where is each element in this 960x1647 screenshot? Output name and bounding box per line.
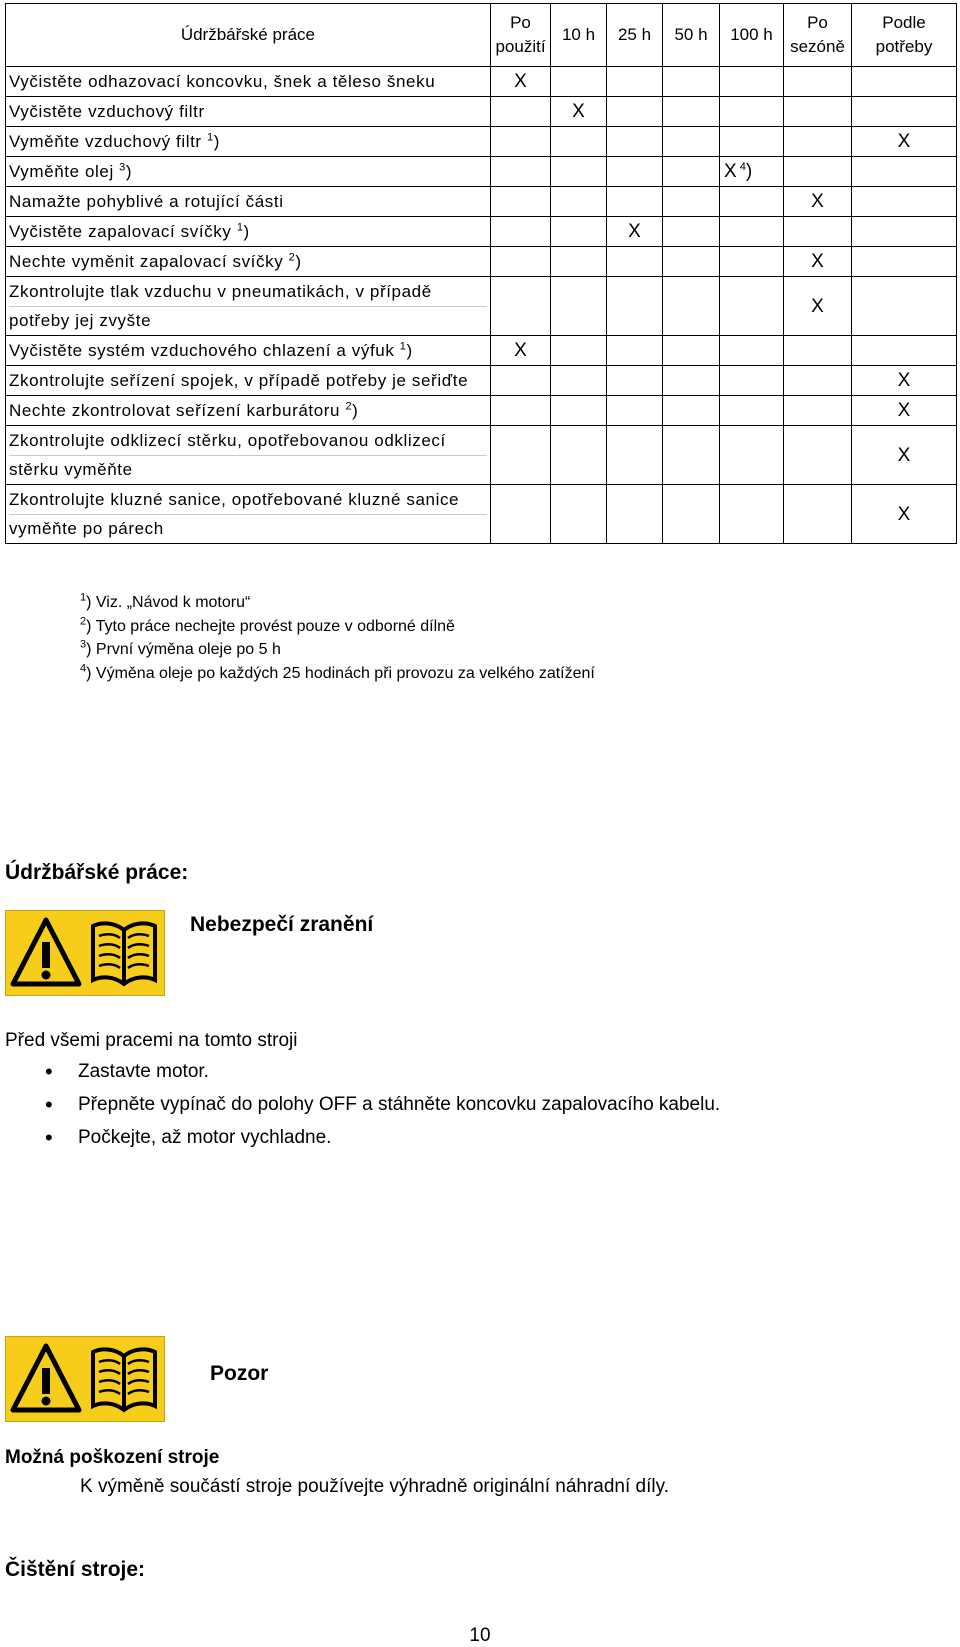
danger-steps-list (45, 1055, 720, 1154)
footnotes (80, 591, 595, 685)
interval-cell-h50 (663, 366, 720, 396)
table-row (6, 157, 957, 187)
interval-mark: X (724, 161, 737, 182)
footnote-number: 3 (80, 638, 87, 651)
interval-cell-h25 (607, 336, 663, 366)
interval-cell-h50 (663, 157, 720, 187)
table-row (6, 247, 957, 277)
interval-cell-as-needed (852, 247, 957, 277)
task-cell (6, 277, 491, 336)
danger-intro: Před všemi pracemi na tomto stroji (5, 1030, 298, 1051)
interval-cell-h100 (720, 396, 784, 426)
footnote-number: 1 (80, 591, 87, 604)
interval-cell-h10 (551, 396, 607, 426)
interval-cell-h25 (607, 187, 663, 217)
interval-mark: X (897, 444, 911, 466)
interval-mark: X (572, 101, 585, 122)
interval-cell-season (784, 217, 852, 247)
interval-cell-season (784, 485, 852, 544)
interval-cell-h10 (551, 127, 607, 157)
task-cell: Nechte vyměnit zapalovací svíčky $^2$) (6, 247, 491, 277)
footnote (80, 662, 595, 686)
task-cell (6, 366, 491, 396)
interval-cell-h50 (663, 187, 720, 217)
interval-cell-h50 (663, 127, 720, 157)
interval-cell-season (784, 67, 852, 97)
interval-cell-h50 (663, 97, 720, 127)
footnote-number: 2 (80, 615, 87, 628)
interval-cell-h100 (720, 485, 784, 544)
task-text: Namažte pohyblivé a rotující části (9, 192, 284, 211)
interval-cell-as-needed (852, 217, 957, 247)
interval-cell-after-use (491, 396, 551, 426)
manual-book-icon (87, 1340, 161, 1418)
footnote-text: ) Viz. „Návod k motoru“ (86, 594, 251, 611)
header-season: Po sezóně (784, 4, 852, 67)
interval-cell-h100 (720, 247, 784, 277)
table-row (6, 336, 957, 366)
interval-cell-h10 (551, 485, 607, 544)
interval-cell-h25 (607, 485, 663, 544)
warning-triangle-icon (9, 1340, 83, 1418)
footnote-ref: 2 (288, 251, 296, 264)
interval-cell-season (784, 127, 852, 157)
task-cell: Vyčistěte systém vzduchového chlazení a výfuk $^1$) (6, 336, 491, 366)
interval-cell-h25 (607, 97, 663, 127)
footnote-ref: 1 (399, 340, 407, 353)
task-text: Vyčistěte vzduchový filtr (9, 102, 205, 121)
interval-cell-after-use (491, 485, 551, 544)
header-25h: 25 h (607, 4, 663, 67)
interval-cell-after-use (491, 217, 551, 247)
footnote-text: ) První výměna oleje po 5 h (86, 641, 281, 658)
task-cell: Nechte zkontrolovat seřízení karburátoru $^2$) (6, 396, 491, 426)
header-10h: 10 h (551, 4, 607, 67)
interval-cell-h100 (720, 67, 784, 97)
interval-cell-as-needed (852, 396, 957, 426)
interval-cell-h50 (663, 277, 720, 336)
interval-cell-h100 (720, 217, 784, 247)
warning-triangle-icon (9, 914, 83, 992)
table-row (6, 485, 957, 544)
interval-cell-h10 (551, 187, 607, 217)
interval-cell-h100: X $^4$) (720, 157, 784, 187)
table-row (6, 127, 957, 157)
footnote-ref: 4 (739, 160, 746, 173)
interval-cell-after-use (491, 97, 551, 127)
task-cell (6, 426, 491, 485)
interval-cell-h25 (607, 277, 663, 336)
caution-subtitle: Možná poškození stroje (5, 1447, 220, 1468)
footnote (80, 615, 595, 639)
footnote-text: ) Výměna oleje po každých 25 hodinách při provozu za velkého zatížení (86, 664, 595, 682)
interval-cell-h50 (663, 247, 720, 277)
task-text: Vyčistěte odhazovací koncovku, šnek a těleso šneku (9, 72, 436, 91)
interval-cell-h50 (663, 426, 720, 485)
table-row (6, 277, 957, 336)
interval-cell-as-needed (852, 426, 957, 485)
table-row (6, 187, 957, 217)
interval-cell-after-use (491, 187, 551, 217)
interval-cell-as-needed (852, 485, 957, 544)
header-50h: 50 h (663, 4, 720, 67)
interval-cell-h10 (551, 157, 607, 187)
interval-mark: X (897, 131, 911, 152)
task-text: Vyměňte vzduchový filtr (9, 132, 202, 151)
interval-cell-h10 (551, 67, 607, 97)
footnote (80, 638, 595, 662)
interval-cell-after-use (491, 426, 551, 485)
interval-cell-after-use (491, 67, 551, 97)
interval-cell-season (784, 426, 852, 485)
task-text: Vyčistěte systém vzduchového chlazení a výfuk (9, 341, 395, 360)
interval-cell-h25 (607, 426, 663, 485)
interval-mark: X (897, 503, 911, 525)
table-row (6, 217, 957, 247)
task-text: Vyměňte olej (9, 162, 114, 181)
maintenance-heading: Údržbářské práce: (5, 861, 189, 884)
header-as-needed: Podle potřeby (852, 4, 957, 67)
task-text: Nechte vyměnit zapalovací svíčky (9, 252, 284, 271)
header-100h: 100 h (720, 4, 784, 67)
table-row (6, 396, 957, 426)
footnote-number: 4 (80, 662, 87, 675)
task-text: Zkontrolujte tlak vzduchu v pneumatikách, v případě (9, 278, 487, 307)
interval-cell-season (784, 247, 852, 277)
interval-cell-as-needed (852, 277, 957, 336)
footnote (80, 591, 595, 615)
interval-cell-h100 (720, 336, 784, 366)
cleaning-heading: Čištění stroje: (5, 1558, 146, 1581)
caution-title: Pozor (210, 1362, 269, 1385)
interval-mark: X (897, 370, 911, 391)
task-text: Zkontrolujte odklizecí stěrku, opotřebovanou odklizecí (9, 427, 487, 456)
interval-cell-h10 (551, 366, 607, 396)
interval-cell-season (784, 97, 852, 127)
interval-cell-season (784, 396, 852, 426)
danger-warning-icons (5, 910, 165, 996)
interval-cell-h50 (663, 67, 720, 97)
maintenance-schedule-table (5, 3, 957, 544)
interval-cell-as-needed (852, 366, 957, 396)
task-cell (6, 187, 491, 217)
interval-cell-h100 (720, 97, 784, 127)
task-cell (6, 67, 491, 97)
task-cell: Vyčistěte zapalovací svíčky $^1$) (6, 217, 491, 247)
interval-cell-as-needed (852, 97, 957, 127)
interval-cell-h10 (551, 97, 607, 127)
table-row (6, 366, 957, 396)
interval-cell-as-needed (852, 127, 957, 157)
interval-cell-season (784, 366, 852, 396)
task-text-line2: vyměňte po párech (9, 518, 164, 538)
danger-title: Nebezpečí zranění (190, 913, 374, 936)
interval-cell-h10 (551, 277, 607, 336)
interval-cell-after-use (491, 277, 551, 336)
interval-cell-after-use (491, 157, 551, 187)
task-text-line2: stěrku vyměňte (9, 459, 133, 479)
footnote-ref: 3 (119, 161, 126, 174)
table-row (6, 426, 957, 485)
interval-cell-h100 (720, 277, 784, 336)
interval-cell-season (784, 157, 852, 187)
interval-cell-h100 (720, 187, 784, 217)
interval-cell-h50 (663, 485, 720, 544)
interval-mark: X (514, 340, 527, 361)
interval-cell-h10 (551, 217, 607, 247)
interval-cell-season (784, 336, 852, 366)
interval-mark: X (811, 295, 824, 317)
list-item: • Počkejte, až motor vychladne. (45, 1121, 720, 1154)
interval-cell-h100 (720, 426, 784, 485)
interval-mark: X (514, 71, 527, 92)
interval-cell-h50 (663, 336, 720, 366)
caution-text: K výměně součástí stroje používejte výhradně originální náhradní díly. (80, 1476, 669, 1497)
interval-cell-after-use (491, 127, 551, 157)
interval-cell-after-use (491, 366, 551, 396)
task-cell (6, 485, 491, 544)
interval-mark: X (811, 251, 824, 272)
interval-cell-h10 (551, 426, 607, 485)
interval-mark: X (897, 400, 911, 421)
interval-cell-h100 (720, 366, 784, 396)
manual-book-icon (87, 914, 161, 992)
maintenance-table-body (6, 67, 957, 544)
table-row (6, 67, 957, 97)
header-after-use: Po použití (491, 4, 551, 67)
interval-cell-after-use (491, 247, 551, 277)
table-row (6, 97, 957, 127)
interval-cell-as-needed (852, 157, 957, 187)
table-header-row (6, 4, 957, 67)
footnote-ref: 1 (236, 221, 244, 234)
task-text: Zkontrolujte kluzné sanice, opotřebované kluzné sanice (9, 486, 487, 515)
interval-cell-h50 (663, 396, 720, 426)
interval-mark: X (628, 221, 641, 242)
interval-cell-as-needed (852, 67, 957, 97)
interval-cell-h25 (607, 127, 663, 157)
task-text: Vyčistěte zapalovací svíčky (9, 222, 232, 241)
task-text-line2: potřeby jej zvyšte (9, 310, 152, 330)
task-text: Zkontrolujte seřízení spojek, v případě potřeby je seřiďte (9, 371, 469, 390)
header-task: Údržbářské práce (6, 4, 491, 67)
page-number: 10 (469, 1625, 491, 1646)
footnote-text: ) Tyto práce nechejte provést pouze v odborné dílně (86, 617, 455, 635)
interval-cell-season (784, 277, 852, 336)
interval-mark: X (811, 191, 824, 212)
list-item: • Zastavte motor. (45, 1055, 720, 1088)
interval-cell-as-needed (852, 187, 957, 217)
task-cell: Vyměňte olej $^3$) (6, 157, 491, 187)
interval-cell-h25 (607, 396, 663, 426)
footnote-ref: 2 (345, 400, 353, 413)
task-text: Nechte zkontrolovat seřízení karburátoru (9, 401, 341, 420)
footnote-ref: 1 (207, 131, 214, 144)
interval-cell-h50 (663, 217, 720, 247)
interval-cell-h10 (551, 336, 607, 366)
interval-cell-season (784, 187, 852, 217)
interval-cell-h25 (607, 157, 663, 187)
interval-cell-h25 (607, 366, 663, 396)
interval-cell-as-needed (852, 336, 957, 366)
caution-warning-icons (5, 1336, 165, 1422)
interval-cell-h25 (607, 247, 663, 277)
list-item: • Přepněte vypínač do polohy OFF a stáhněte koncovku zapalovacího kabelu. (45, 1088, 720, 1121)
interval-cell-h100 (720, 127, 784, 157)
interval-cell-h25 (607, 217, 663, 247)
interval-cell-h25 (607, 67, 663, 97)
task-cell: Vyměňte vzduchový filtr $^1$) (6, 127, 491, 157)
interval-cell-after-use (491, 336, 551, 366)
interval-cell-h10 (551, 247, 607, 277)
task-cell (6, 97, 491, 127)
